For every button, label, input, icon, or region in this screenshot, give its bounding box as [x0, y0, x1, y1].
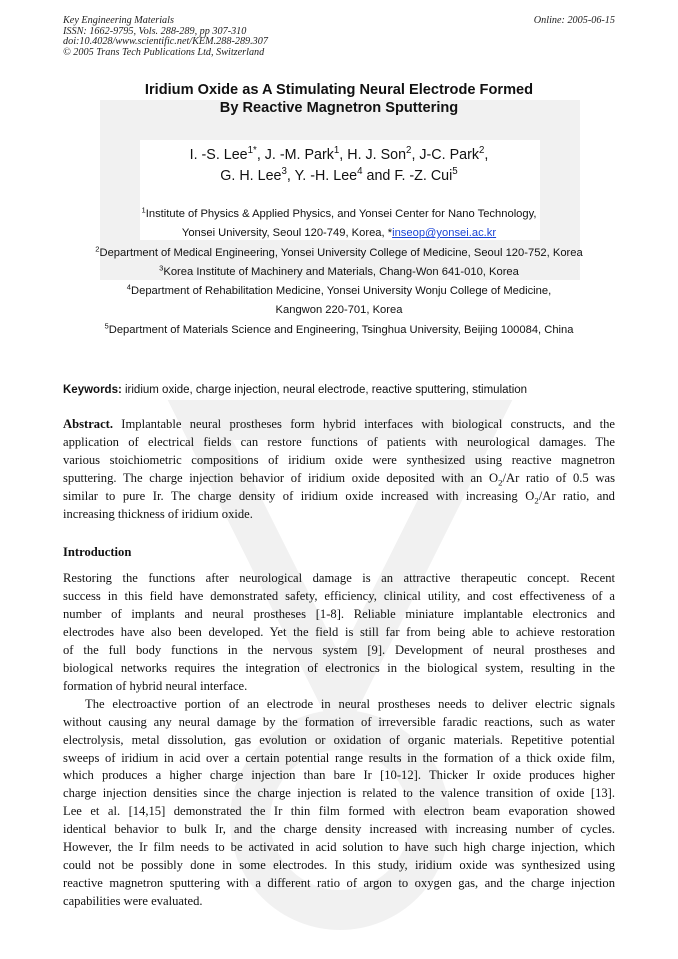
- abstract: [63, 416, 615, 524]
- intro-line: Lee et al. [14,15] demonstrated the Ir thin film formed with electron beam evaporation showed: [63, 804, 615, 819]
- intro-line: could not be possibly done in some electrodes. In this study, iridium oxide was synthesized using: [63, 858, 615, 873]
- doi-line[interactable]: doi:10.4028/www.scientific.net/KEM.288-289.307: [63, 36, 268, 47]
- intro-line: capabilities were evaluated.: [63, 894, 203, 909]
- affiliation-3: $^3$Korea Institute of Machinery and Materials, Chang-Won 641-010, Korea: [159, 263, 519, 278]
- keywords-text: iridium oxide, charge injection, neural electrode, reactive sputtering, stimulation: [121, 384, 528, 396]
- intro-line: Restoring the functions after neurological damage is an attractive therapeutic concept. Recent: [63, 571, 615, 585]
- paper-title: [63, 81, 615, 117]
- issn-line: ISSN: 1662-9795, Vols. 288-289, pp 307-310: [63, 25, 247, 37]
- intro-line: electrolysis, metal dissolution, gas evolution or oxidation of organic materials. Repetitive potential: [63, 732, 615, 747]
- author-line-2: G. H. Lee$^3$, Y. -H. Lee$^4$ and F. -Z. Cui$^5$: [220, 166, 458, 184]
- affiliations: [50, 205, 628, 340]
- title-line-2: By Reactive Magnetron Sputtering: [219, 100, 459, 116]
- author-list: [63, 145, 615, 187]
- intro-line: identical behavior to bulk Ir, and the charge density increased with increasing number of cycles.: [63, 822, 615, 837]
- intro-line: reactive magnetron sputtering with a different ratio of argon to oxygen gas, and the charge injection: [63, 876, 615, 891]
- keywords: [63, 383, 623, 397]
- affiliation-1-line-1: $^1$Institute of Physics & Applied Physics, and Yonsei Center for Nano Technology,: [141, 205, 537, 220]
- abstract-line: Abstract. Implantable neural prostheses form hybrid interfaces with biological constructs, and the: [63, 417, 615, 431]
- intro-line: sweeps of iridium in acid over a certain potential range results in the formation of a thick oxide film,: [63, 750, 615, 765]
- abstract-line: increasing thickness of iridium oxide.: [63, 506, 253, 521]
- affiliation-4-line-2: Kangwon 220-701, Korea: [275, 304, 403, 317]
- intro-line: However, the Ir film needs to be activated in acid solution to have such high charge injection, which: [63, 840, 615, 855]
- author-line-1: I. -S. Lee$^{1*}$, J. -M. Park$^1$, H. J. Son$^2$, J-C. Park$^2$,: [189, 145, 489, 163]
- intro-line: without causing any neural damage by the formation of irreversible faradic reactions, such as water: [63, 714, 615, 729]
- journal-header: [63, 16, 615, 58]
- abstract-line: various stoichiometric compositions of iridium oxide were synthesized using reactive magnetron: [63, 452, 615, 467]
- abstract-line: sputtering. The charge injection behavior of iridium oxide deposited with an $O_2/Ar$ ratio of 0.5 was: [63, 470, 615, 488]
- introduction-body: [63, 570, 615, 911]
- affiliation-4-line-1: $^4$Department of Rehabilitation Medicine, Yonsei University Wonju College of Medicine,: [126, 282, 552, 298]
- abstract-line: application of electrical fields can restore functions of patients with neurological damages. The: [63, 434, 615, 449]
- abstract-label: Abstract.: [63, 417, 114, 431]
- section-heading-introduction: Introduction: [63, 545, 132, 559]
- intro-line: formation of hybrid neural interface.: [63, 678, 248, 693]
- affiliation-2: $^2$Department of Medical Engineering, Yonsei University College of Medicine, Seoul 120-752, Korea: [95, 243, 583, 259]
- affiliation-5: $^5$Department of Materials Science and Engineering, Tsinghua University, Beijing 100084, China: [104, 321, 574, 336]
- abstract-line: similar to pure Ir. The charge density of iridium oxide increased with increasing $O_2/Ar$ ratio, and: [63, 488, 615, 506]
- title-line-1: Iridium Oxide as A Stimulating Neural Electrode Formed: [144, 82, 534, 98]
- keywords-label: Keywords:: [63, 384, 122, 396]
- email-link[interactable]: inseop@yonsei.ac.kr: [392, 227, 497, 240]
- intro-line: The electroactive portion of an electrode in neural prostheses needs to deliver electric signals: [85, 696, 615, 711]
- intro-line: charge injection densities since the charge injection is related to the valence transition of oxide [13].: [63, 786, 615, 801]
- intro-line: electrodes have also been developed. Yet the field is still far from being able to achieve restoration: [63, 624, 615, 639]
- online-date: Online: 2005-06-15: [533, 15, 615, 26]
- journal-name: Key Engineering Materials: [63, 15, 174, 26]
- intro-line: number of implants and neural prostheses [1-8]. Reliable miniature implantable electronics and: [63, 606, 615, 621]
- affiliation-1-line-2: Yonsei University, Seoul 120-749, Korea, *inseop@yonsei.ac.kr: [181, 227, 497, 240]
- intro-line: success in this field have demonstrated safety, efficiency, clinical utility, and cost effectiveness of a: [63, 588, 615, 603]
- intro-line: of the full body functions in the nervous system [9]. Development of neural prostheses and: [63, 642, 615, 657]
- copyright-line: © 2005 Trans Tech Publications Ltd, Switzerland: [63, 46, 265, 58]
- intro-line: which produces a higher charge injection than bare Ir [10-12]. Thicker Ir oxide produces higher: [63, 768, 615, 783]
- intro-line: biological networks requires the integration of electronics in the biological system, resulting in the: [63, 660, 615, 675]
